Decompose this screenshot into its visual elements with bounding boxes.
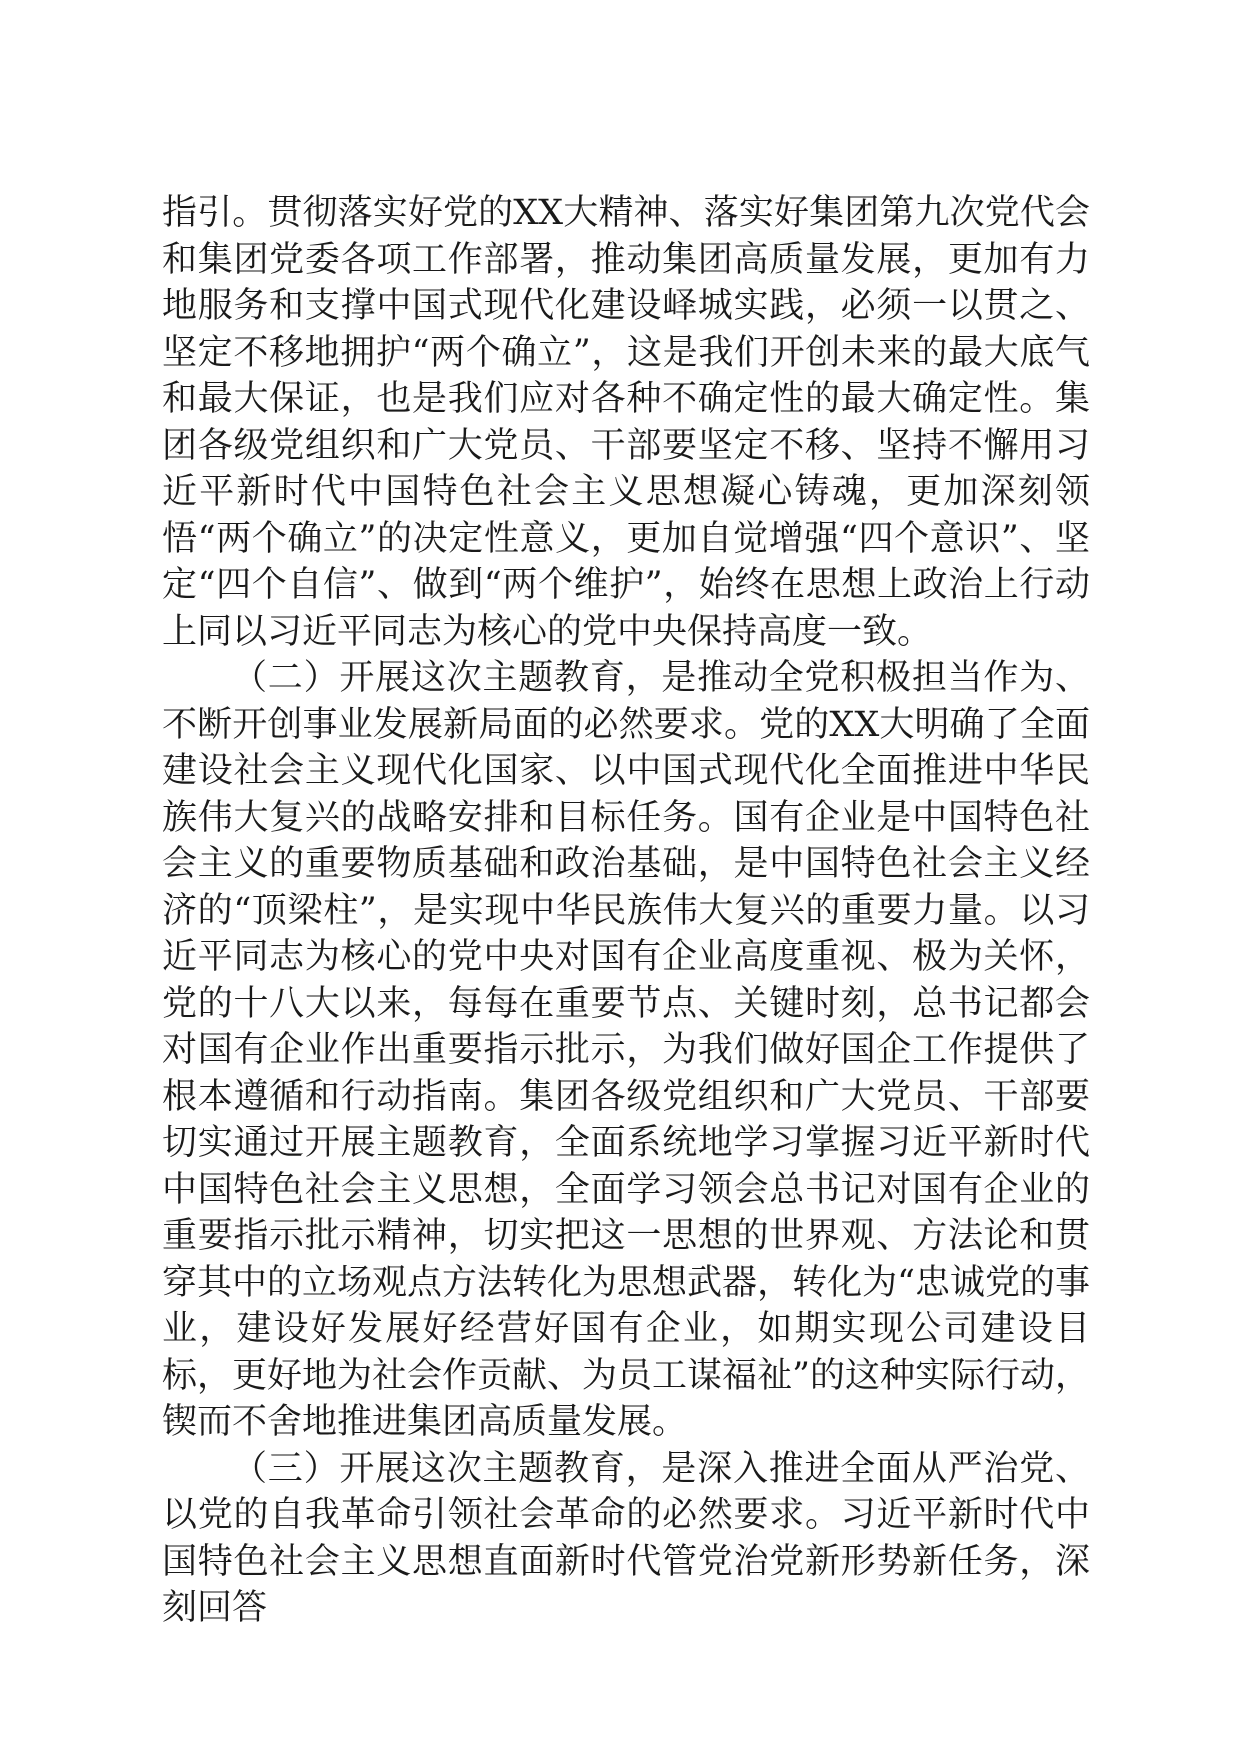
paragraph-section-three: （三）开展这次主题教育，是深入推进全面从严治党、以党的自我革命引领社会革命的必然要求。习近平新时代中国特色社会主义思想直面新时代管党治党新形势新任务，深刻回答 (162, 1448, 1090, 1628)
paragraph-section-two: （二）开展这次主题教育，是推动全党积极担当作为、不断开创事业发展新局面的必然要求。党的XX大明确了全面建设社会主义现代化国家、以中国式现代化全面推进中华民族伟大复兴的战略安排和目标任务。国有企业是中国特色社会主义的重要物质基础和政治基础，是中国特色社会主义经济的“顶梁柱”，是实现中华民族伟大复兴的重要力量。以习近平同志为核心的党中央对国有企业高度重视、极为关怀，党的十八大以来，每每在重要节点、关键时刻，总书记都会对国有企业作出重要指示批示，为我们做好国企工作提供了根本遵循和行动指南。集团各级党组织和广大党员、干部要切实通过开展主题教育，全面系统地学习掌握习近平新时代中国特色社会主义思想，全面学习领会总书记对国有企业的重要指示批示精神，切实把这一思想的世界观、方法论和贯穿其中的立场观点方法转化为思想武器，转化为“忠诚党的事业，建设好发展好经营好国有企业，如期实现公司建设目标，更好地为社会作贡献、为员工谋福祉”的这种实际行动，锲而不舍地推进集团高质量发展。 (162, 658, 1090, 1442)
paragraph-continuation: 指引。贯彻落实好党的XX大精神、落实好集团第九次党代会和集团党委各项工作部署，推动集团高质量发展，更加有力地服务和支撑中国式现代化建设峄城实践，必须一以贯之、坚定不移地拥护“两个确立”，这是我们开创未来的最大底气和最大保证，也是我们应对各种不确定性的最大确定性。集团各级党组织和广大党员、干部要坚定不移、坚持不懈用习近平新时代中国特色社会主义思想凝心铸魂，更加深刻领悟“两个确立”的决定性意义，更加自觉增强“四个意识”、坚定“四个自信”、做到“两个维护”，始终在思想上政治上行动上同以习近平同志为核心的党中央保持高度一致。 (162, 193, 1090, 652)
document-body (162, 190, 1090, 1632)
